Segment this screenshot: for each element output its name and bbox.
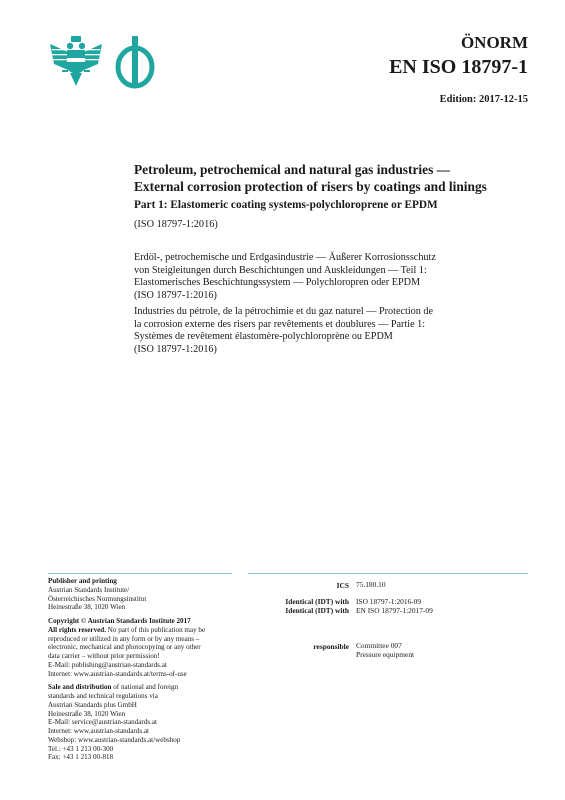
sale-line: Heinestraße 38, 1020 Wien [48,709,126,718]
sale-bold: Sale and distribution [48,683,112,692]
german-line: von Steigleitungen durch Beschichtungen und Auskleidungen — Teil 1: [134,264,427,276]
german-line: (ISO 18797-1:2016) [134,290,217,302]
german-title [134,252,534,303]
rights-line: data carrier – without prior permission! [48,652,160,660]
publisher-heading: Publisher and printing [48,577,117,585]
rights-bold: All rights reserved. [48,625,106,634]
edition-date: Edition: 2017-12-15 [439,94,528,105]
austrian-eagle-icon [48,36,104,88]
terms-url: Internet: www.austrian-standards.at/terms-of-use [48,669,187,678]
sale-line [48,683,238,692]
on-logo-icon [113,36,157,90]
german-line: Elastomerisches Beschichtungssystem — Polychloropren oder EPDM [134,277,421,289]
part-title: Part 1: Elastomeric coating systems-polychloroprene or EPDM [134,199,438,211]
identical-label: Identical (IDT) with [285,605,349,615]
identical-value: ISO 18797-1:2016-09 [356,597,422,606]
title-line-2: External corrosion protection of risers by coatings and linings [134,179,487,194]
publishing-email: E-Mail: publishing@austrian-standards.at [48,660,167,669]
service-email: E-Mail: service@austrian-standards.at [48,718,157,727]
rights-text: No part of this publication may be [106,625,206,634]
committee-name: Pressure equipment [356,649,415,659]
sale-line: Austrian Standards plus GmbH [48,700,137,709]
publisher-line: Heinestraße 38, 1020 Wien [48,603,126,612]
ics-label: ICS [336,581,349,590]
identical-value: EN ISO 18797-1:2017-09 [356,605,433,615]
phone-number: Tel.: +43 1 213 00-300 [48,744,114,753]
publisher-line: Austrian Standards Institute/ [48,585,130,594]
internet-url: Internet: www.austrian-standards.at [48,727,149,735]
responsible-label: responsible [313,642,349,651]
webshop-url: Webshop: www.austrian-standards.at/webshop [48,735,181,744]
french-line: Systèmes de revêtement élastomère-polychloroprène ou EPDM [134,331,393,343]
identical-label: Identical (IDT) with [285,597,349,606]
publisher-info [48,577,238,762]
standard-number: EN ISO 18797-1 [389,56,528,78]
sale-line: standards and technical regulations via [48,692,158,700]
footer-divider-right [248,573,528,574]
footer-divider-left [48,573,232,574]
publisher-line: Österreichisches Normungsinstitut [48,594,147,603]
rights-line [48,626,238,635]
german-line: Erdöl-, petrochemische und Erdgasindustrie — Äußerer Korrosionsschutz [134,252,436,263]
french-line: Industries du pétrole, de la pétrochimie et du gaz naturel — Protection de [134,306,434,317]
committee: Committee 007 [356,641,402,650]
norm-label: ÖNORM [460,33,528,52]
french-line: la corrosion externe des risers par revêtements et doublures — Partie 1: [134,318,426,330]
copyright-heading: Copyright © Austrian Standards Institute 2017 [48,617,191,625]
ics-value: 75.180.10 [356,580,386,589]
french-line: (ISO 18797-1:2016) [134,344,217,356]
identical-values [356,598,433,615]
title-line-1: Petroleum, petrochemical and natural gas industries — [134,162,451,177]
french-title [134,306,534,357]
identical-labels [285,598,349,615]
rights-line: reproduced or utilized in any form or by any means – [48,634,200,643]
iso-reference: (ISO 18797-1:2016) [134,219,218,230]
sale-text: of national and foreign [111,683,179,692]
rights-line: electronic, mechanical and photocopying or any other [48,643,201,652]
fax-number: Fax: +43 1 213 00-818 [48,753,114,762]
responsible-values [356,642,414,659]
document-title [134,161,534,195]
